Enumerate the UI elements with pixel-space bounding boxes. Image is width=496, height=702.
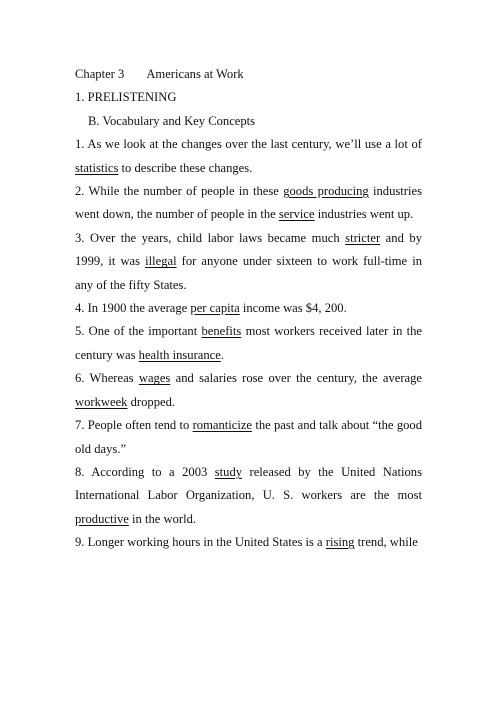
- key-term: benefits: [201, 324, 242, 339]
- document-page: [75, 63, 422, 555]
- key-term: goods producing: [283, 184, 369, 199]
- vocab-item-6: 6. Whereas wages and salaries rose over the century, the average workweek dropped.: [75, 371, 422, 409]
- key-term: romanticize: [192, 418, 253, 433]
- vocab-item-7: 7. People often tend to romanticize the past and talk about “the good old days.”: [75, 418, 423, 456]
- key-term: wages: [138, 371, 171, 386]
- vocab-item-5: 5. One of the important benefits most workers received later in the century was health insurance.: [75, 324, 422, 362]
- vocab-item-2: 2. While the number of people in these goods producing industries went down, the number of people in the service industries went up.: [75, 184, 422, 222]
- key-term: per capita: [190, 301, 240, 316]
- vocab-item-4: 4. In 1900 the average per capita income was $4, 200.: [75, 301, 347, 316]
- vocab-item-1: 1. As we look at the changes over the last century, we’ll use a lot of statistics to describe these changes.: [75, 137, 422, 175]
- key-term: study: [214, 464, 243, 479]
- chapter-title: Americans at Work: [146, 67, 244, 81]
- key-term: workweek: [75, 394, 128, 409]
- chapter-label: Chapter 3: [75, 67, 125, 81]
- vocab-item-3: 3. Over the years, child labor laws became much stricter and by 1999, it was illegal for anyone under sixteen to work full-time in any of the fifty States.: [75, 230, 423, 292]
- key-term: stricter: [345, 230, 381, 245]
- key-term: service: [278, 207, 315, 222]
- key-term: rising: [325, 535, 355, 550]
- key-term: statistics: [75, 160, 119, 175]
- key-term: illegal: [145, 254, 177, 269]
- chapter-heading: [75, 63, 422, 86]
- section-heading: 1. PRELISTENING: [75, 90, 177, 105]
- subsection-heading: B. Vocabulary and Key Concepts: [88, 113, 256, 128]
- key-term: productive: [75, 511, 129, 526]
- key-term: health insurance: [138, 347, 221, 362]
- vocab-item-8: 8. According to a 2003 study released by the United Nations International Labor Organization, U. S. workers are the most productive in the world.: [75, 464, 422, 526]
- vocab-item-9: 9. Longer working hours in the United States is a rising trend, while: [75, 535, 418, 550]
